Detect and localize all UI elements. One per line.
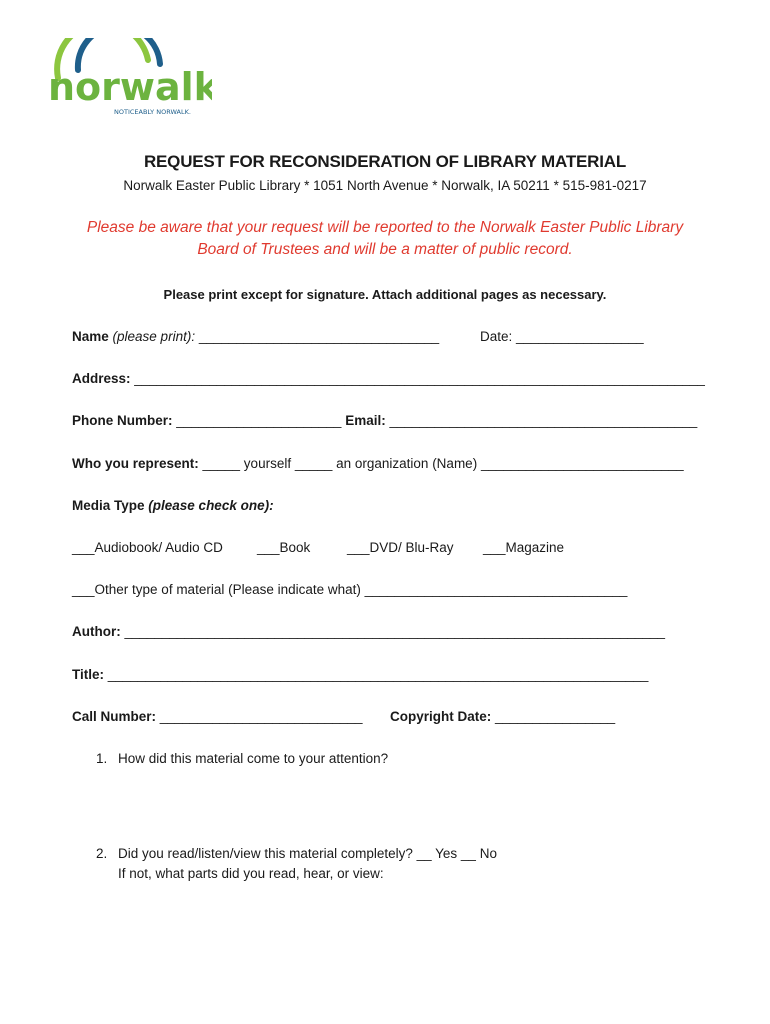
question-2-number: 2. (96, 846, 108, 861)
media-dvd-option[interactable]: ___DVD/ Blu-Ray (347, 540, 454, 555)
author-field[interactable] (72, 624, 665, 639)
name-blank[interactable]: ________________________________ (195, 329, 440, 344)
media-book-option[interactable]: ___Book (257, 540, 311, 555)
media-other-option[interactable]: ___Other type of material (Please indicate what) ___________________________________ (72, 582, 628, 597)
question-1 (96, 751, 388, 766)
address-label: Address: (72, 371, 131, 386)
call-number-label: Call Number: (72, 709, 157, 724)
library-address: Norwalk Easter Public Library * 1051 North Avenue * Norwalk, IA 50211 * 515-981-0217 (123, 178, 647, 193)
logo-tagline: NOTICEABLY NORWALK. (114, 108, 191, 116)
copyright-date-field[interactable] (390, 709, 615, 724)
media-type-hint: (please check one): (148, 498, 274, 513)
question-1-text: How did this material come to your attention? (118, 751, 389, 766)
public-record-notice-line1: Please be aware that your request will be reported to the Norwalk Easter Public Library (86, 219, 684, 236)
media-type-label: Media Type (72, 498, 149, 513)
logo-wordmark-n: norwalk (48, 65, 212, 109)
phone-email-row[interactable] (72, 413, 697, 428)
form-title: REQUEST FOR RECONSIDERATION OF LIBRARY MATERIAL (143, 152, 627, 171)
question-2-text[interactable]: Did you read/listen/view this material completely? __ Yes __ No (118, 846, 497, 861)
public-record-notice-line2: Board of Trustees and will be a matter of public record. (197, 241, 573, 258)
phone-label: Phone Number: (72, 413, 173, 428)
email-blank[interactable]: _________________________________________ (385, 413, 698, 428)
copyright-date-label: Copyright Date: (390, 709, 492, 724)
author-label: Author: (72, 624, 121, 639)
question-1-number: 1. (96, 751, 108, 766)
address-blank[interactable]: ____________________________________________________________________________ (130, 371, 705, 386)
call-number-field[interactable] (72, 709, 362, 724)
address-field[interactable] (72, 371, 705, 386)
norwalk-logo (44, 38, 212, 118)
media-type-heading (72, 498, 274, 513)
title-field[interactable] (72, 667, 648, 682)
title-label: Title: (72, 667, 105, 682)
copyright-date-blank[interactable]: ________________ (491, 709, 616, 724)
question-2[interactable] (96, 846, 497, 861)
email-label: Email: (345, 413, 386, 428)
author-blank[interactable]: ________________________________________________________________________ (120, 624, 666, 639)
title-blank[interactable]: ________________________________________________________________________ (104, 667, 649, 682)
represent-field[interactable] (72, 456, 684, 471)
name-hint: (please print): (108, 329, 196, 344)
date-field[interactable]: Date: _________________ (480, 329, 644, 344)
represent-label: Who you represent: (72, 456, 199, 471)
call-number-blank[interactable]: ___________________________ (156, 709, 363, 724)
phone-blank[interactable]: ______________________ (172, 413, 346, 428)
media-magazine-option[interactable]: ___Magazine (483, 540, 565, 555)
media-audiobook-option[interactable]: ___Audiobook/ Audio CD (72, 540, 223, 555)
instructions: Please print except for signature. Attach additional pages as necessary. (163, 287, 607, 302)
question-2-subtext: If not, what parts did you read, hear, or view: (118, 866, 384, 881)
name-label: Name (72, 329, 109, 344)
represent-options[interactable]: _____ yourself _____ an organization (Name) ___________________________ (198, 456, 684, 471)
name-field[interactable] (72, 329, 439, 344)
norwalk-logo-graphic (44, 38, 212, 118)
